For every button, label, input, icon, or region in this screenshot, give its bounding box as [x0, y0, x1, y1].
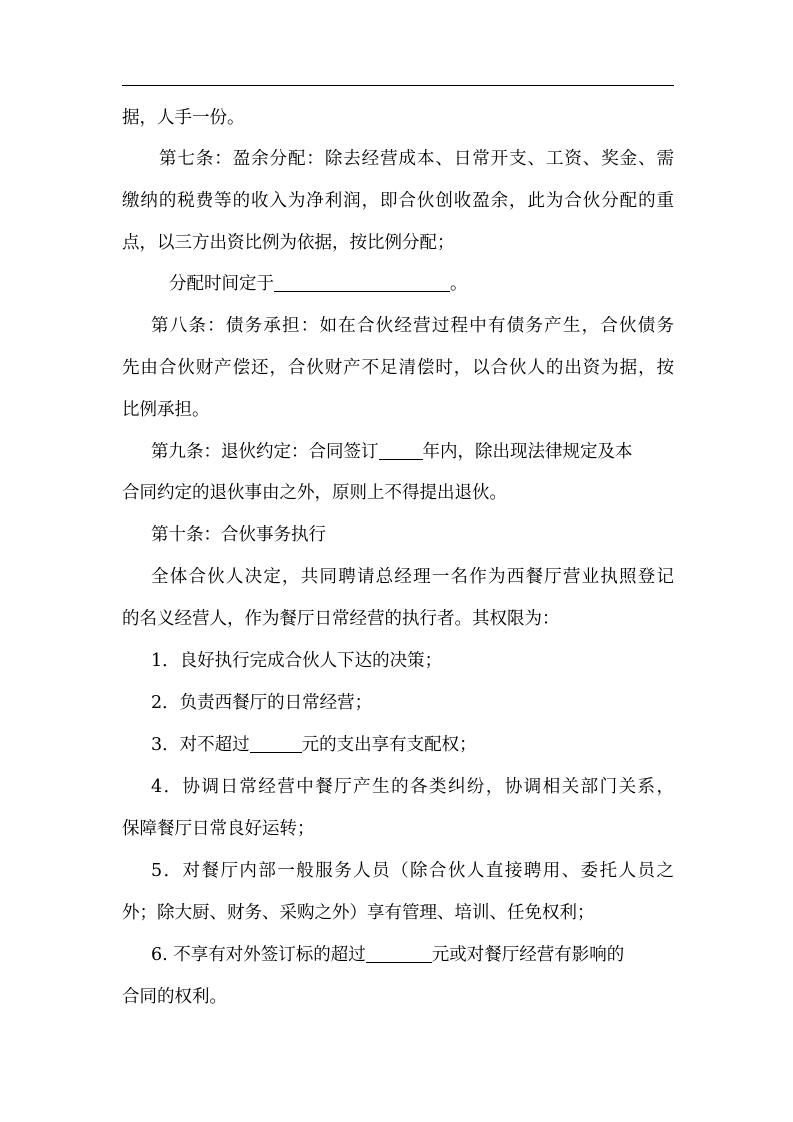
text-line: 据，人手一份。 [122, 108, 245, 128]
article-8-line-3: 比例承担。 [122, 400, 210, 420]
list-item-6-line-2: 合同的权利。 [122, 987, 227, 1007]
header-rule [122, 85, 674, 86]
article-7-line-3: 点，以三方出资比例为依据，按比例分配； [122, 233, 455, 253]
list-item-4-line-1: 4．协调日常经营中餐厅产生的各类纠纷，协调相关部门关系， [151, 777, 674, 797]
list-item-2: 2．负责西餐厅的日常经营； [151, 693, 373, 713]
article-8-line-1: 第八条：债务承担：如在合伙经营过程中有债务产生，合伙债务 [151, 316, 674, 336]
contract-amount-blank[interactable] [366, 942, 432, 963]
expense-limit-blank[interactable] [250, 732, 302, 753]
distribution-time-blank[interactable] [274, 271, 450, 292]
list-item-4-line-2: 保障餐厅日常良好运转； [122, 819, 315, 839]
list-item-3: 3．对不超过 元的支出享有支配权； [151, 723, 477, 767]
list-item-5-line-2: 外；除大厨、财务、采购之外）享有管理、培训、任免权利； [122, 903, 595, 923]
article-7-line-2: 缴纳的税费等的收入为净利润，即合伙创收盈余，此为合伙分配的重 [122, 191, 674, 211]
article-7-line-1: 第七条：盈余分配：除去经营成本、日常开支、工资、奖金、需 [159, 149, 674, 169]
list-item-1: 1．良好执行完成合伙人下达的决策； [151, 651, 443, 671]
article-10-para-line-1: 全体合伙人决定，共同聘请总经理一名作为西餐厅营业执照登记 [151, 567, 674, 587]
article-9-line-2: 合同约定的退伙事由之外，原则上不得提出退伙。 [122, 483, 507, 503]
article-10-heading: 第十条：合伙事务执行 [151, 525, 326, 545]
distribution-time-line: 分配时间定于 。 [169, 262, 468, 306]
list-item-6-line-1: 6. 不享有对外签订标的超过 元或对餐厅经营有影响的 [151, 933, 624, 977]
withdrawal-years-blank[interactable] [379, 439, 423, 460]
article-9-line-1: 第九条：退伙约定：合同签订 年内，除出现法律规定及本 [151, 430, 633, 474]
list-item-5-line-1: 5．对餐厅内部一般服务人员（除合伙人直接聘用、委托人员之 [151, 861, 674, 881]
article-8-line-2: 先由合伙财产偿还，合伙财产不足清偿时，以合伙人的出资为据，按 [122, 358, 674, 378]
article-10-para-line-2: 的名义经营人，作为餐厅日常经营的执行者。其权限为： [122, 609, 560, 629]
